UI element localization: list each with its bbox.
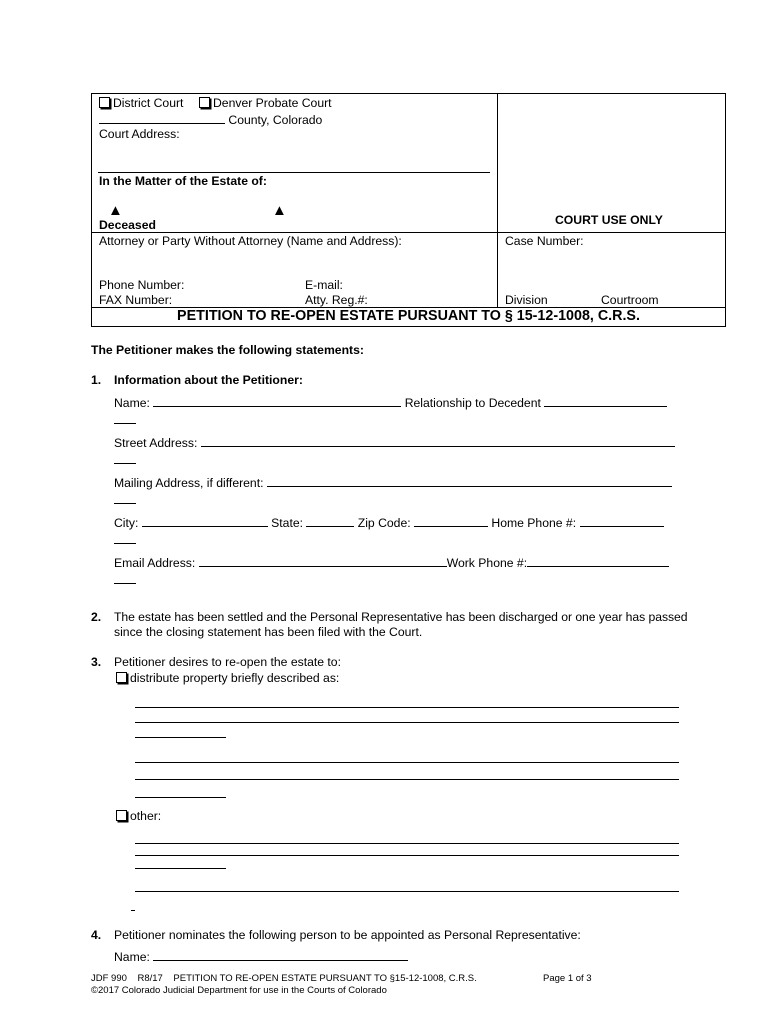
other-label: other: [130, 809, 162, 823]
other-line[interactable] [135, 843, 679, 844]
name-row [114, 395, 667, 410]
court-option-denver[interactable] [199, 96, 332, 110]
mailing-row [114, 475, 672, 490]
street-row [114, 435, 675, 450]
footer-form-title: PETITION TO RE-OPEN ESTATE PURSUANT TO §15-12-1008, C.R.S. [173, 973, 477, 984]
line-continuation [114, 503, 136, 504]
other-line[interactable] [135, 855, 679, 856]
courtroom-label: Courtroom [601, 293, 659, 307]
distribute-line[interactable] [135, 707, 679, 708]
distribute-label: distribute property briefly described as: [130, 671, 340, 685]
nominee-row [114, 949, 408, 964]
footer-revision: R8/17 [137, 973, 163, 984]
deceased-label: Deceased [99, 218, 156, 232]
relationship-label: Relationship to Decedent [404, 396, 541, 410]
work-phone-field[interactable] [527, 555, 669, 567]
caption-row-divider [91, 232, 726, 233]
option-distribute[interactable] [116, 671, 339, 685]
estate-matter-label: In the Matter of the Estate of: [99, 174, 267, 188]
home-phone-field[interactable] [580, 515, 664, 527]
section2-number: 2. [91, 610, 102, 624]
court-use-only-label: COURT USE ONLY [555, 213, 663, 227]
name-label: Name: [114, 396, 150, 410]
court-address-label: Court Address: [99, 127, 180, 141]
attorney-label: Attorney or Party Without Attorney (Name and Address): [99, 234, 402, 248]
line-continuation [114, 583, 136, 584]
footer-form-id: JDF 990 [91, 973, 127, 984]
zip-field[interactable] [414, 515, 488, 527]
mailing-label: Mailing Address, if different: [114, 476, 264, 490]
section4-text: Petitioner nominates the following person to be appointed as Personal Representative: [114, 928, 581, 942]
section2-line1: The estate has been settled and the Personal Representative has been discharged or one year has passed [114, 610, 688, 624]
email-address-label: Email Address: [114, 556, 196, 570]
section4-number: 4. [91, 928, 102, 942]
footer-copyright: ©2017 Colorado Judicial Department for use in the Courts of Colorado [91, 985, 387, 996]
name-field[interactable] [153, 395, 401, 407]
other-checkbox[interactable] [116, 810, 127, 821]
city-row [114, 515, 664, 530]
line-continuation [114, 463, 136, 464]
intro-text: The Petitioner makes the following statements: [91, 343, 364, 357]
county-line [99, 112, 322, 127]
section3-number: 3. [91, 655, 102, 669]
fax-label: FAX Number: [99, 293, 173, 307]
stray-mark [131, 910, 135, 911]
other-line[interactable] [135, 891, 679, 892]
footer-line1 [91, 973, 477, 984]
option-other[interactable] [116, 809, 161, 823]
case-number-label: Case Number: [505, 234, 584, 248]
triangle-marker-right: ▲ [272, 202, 287, 219]
street-field[interactable] [201, 435, 675, 447]
city-field[interactable] [142, 515, 268, 527]
distribute-line[interactable] [135, 722, 679, 723]
caption-divider [497, 93, 498, 307]
work-phone-label: Work Phone #: [446, 556, 528, 570]
footer-page: Page 1 of 3 [543, 973, 592, 984]
state-label: State: [271, 516, 303, 530]
distribute-line[interactable] [135, 762, 679, 763]
section2-line2: since the closing statement has been filed with the Court. [114, 625, 423, 639]
line-continuation [114, 543, 136, 544]
denver-probate-label: Denver Probate Court [213, 96, 332, 110]
distribute-line[interactable] [135, 737, 226, 738]
section1-number: 1. [91, 373, 102, 387]
email-row [114, 555, 669, 570]
state-field[interactable] [306, 515, 354, 527]
mailing-field[interactable] [267, 475, 672, 487]
street-label: Street Address: [114, 436, 198, 450]
zip-label: Zip Code: [357, 516, 411, 530]
distribute-line[interactable] [135, 779, 679, 780]
section3-text: Petitioner desires to re-open the estate to: [114, 655, 341, 669]
triangle-marker-left: ▲ [108, 202, 123, 219]
division-label: Division [505, 293, 548, 307]
distribute-checkbox[interactable] [116, 672, 127, 683]
email-label: E-mail: [305, 278, 343, 292]
other-line[interactable] [135, 868, 226, 869]
nominee-name-field[interactable] [153, 949, 408, 961]
atty-reg-label: Atty. Reg.#: [305, 293, 368, 307]
nominee-name-label: Name: [114, 950, 150, 964]
email-address-field[interactable] [199, 555, 447, 567]
city-label: City: [114, 516, 139, 530]
county-field[interactable] [99, 112, 225, 124]
distribute-line[interactable] [135, 797, 226, 798]
section1-heading: Information about the Petitioner: [114, 373, 303, 387]
court-option-district[interactable] [99, 96, 183, 110]
court-address-field[interactable] [98, 172, 490, 173]
caption-box [91, 93, 726, 327]
page-title: PETITION TO RE-OPEN ESTATE PURSUANT TO § 15-12-1008, C.R.S. [177, 308, 640, 324]
county-suffix: County, Colorado [228, 113, 323, 127]
denver-probate-checkbox[interactable] [199, 97, 210, 108]
line-continuation [114, 423, 136, 424]
phone-label: Phone Number: [99, 278, 185, 292]
district-court-checkbox[interactable] [99, 97, 110, 108]
relationship-field[interactable] [544, 395, 667, 407]
home-phone-label: Home Phone #: [491, 516, 577, 530]
district-court-label: District Court [113, 96, 184, 110]
